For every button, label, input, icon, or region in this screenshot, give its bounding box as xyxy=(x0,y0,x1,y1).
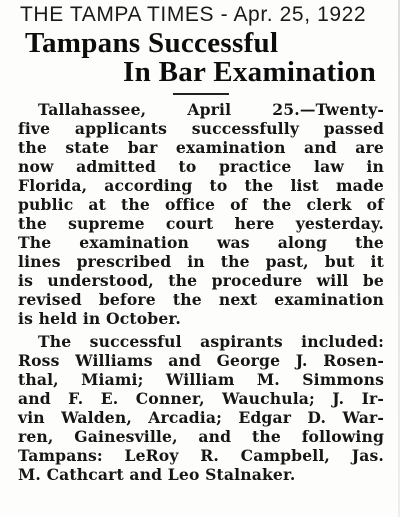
article-line: revised before the next examination xyxy=(18,290,384,309)
article-line: the supreme court here yesterday. xyxy=(18,214,384,233)
masthead-dateline: THE TAMPA TIMES - Apr. 25, 1922 xyxy=(20,3,367,26)
article-line: public at the office of the clerk of xyxy=(18,195,384,214)
article-line: vin Walden, Arcadia; Edgar D. War- xyxy=(18,408,384,427)
article-line: Ross Williams and George J. Rosen- xyxy=(18,351,384,370)
article-line: is held in October. xyxy=(18,309,181,328)
article-line: Tallahassee, April 25.—Twenty- xyxy=(38,100,384,119)
article-line: M. Cathcart and Leo Stalnaker. xyxy=(18,465,296,484)
headline-line-2: In Bar Examination xyxy=(123,56,377,88)
article-line: lines prescribed in the past, but it xyxy=(18,252,384,271)
article-line: Florida, according to the list made xyxy=(18,176,384,195)
article-line: and F. E. Conner, Wauchula; J. Ir- xyxy=(18,389,384,408)
article-line: The examination was along the xyxy=(18,233,384,252)
headline-line-1: Tampans Successful xyxy=(25,27,279,59)
article-line: The successful aspirants included: xyxy=(38,332,384,351)
article-line: the state bar examination and are xyxy=(18,138,384,157)
article-line: ren, Gainesville, and the following xyxy=(18,427,384,446)
headline-divider xyxy=(173,93,229,95)
article-line: Tampans: LeRoy R. Campbell, Jas. xyxy=(18,446,384,465)
article-line: is understood, the procedure will be xyxy=(18,271,384,290)
article-line: five applicants successfully passed xyxy=(18,119,384,138)
article-line: now admitted to practice law in xyxy=(18,157,384,176)
article-line: thal, Miami; William M. Simmons xyxy=(18,370,384,389)
